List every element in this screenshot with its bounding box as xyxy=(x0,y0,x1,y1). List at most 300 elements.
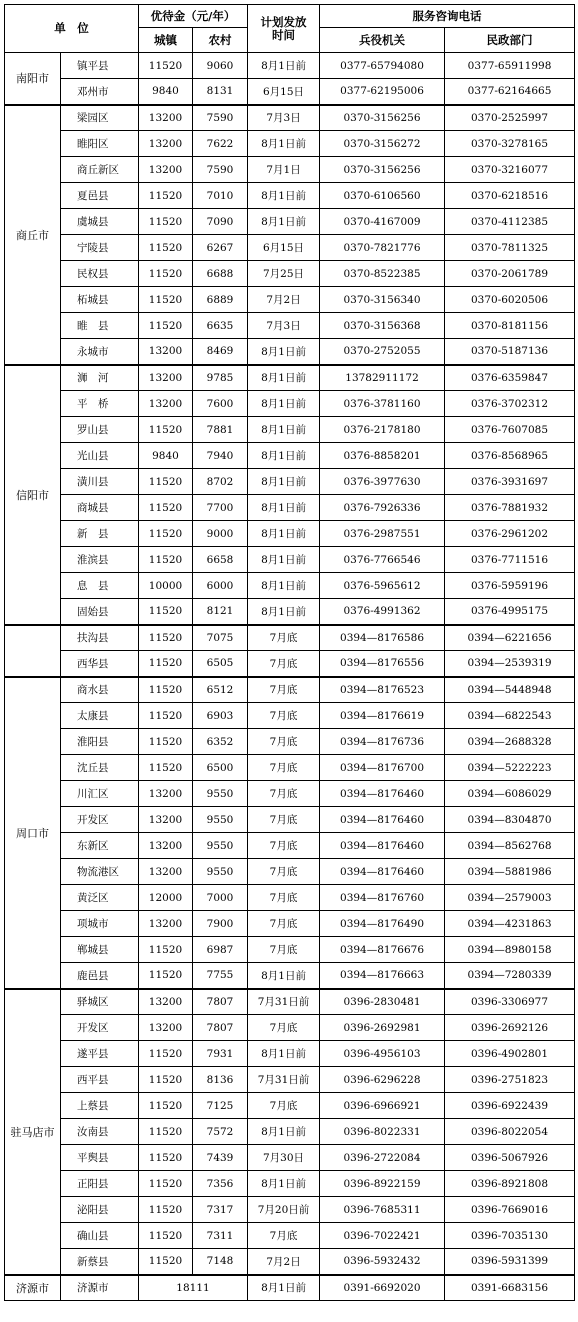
town-cell: 13200 xyxy=(139,989,193,1015)
district-cell: 虞城县 xyxy=(61,209,139,235)
district-cell: 上蔡县 xyxy=(61,1093,139,1119)
district-cell: 宁陵县 xyxy=(61,235,139,261)
military-phone-cell: 0394—8176460 xyxy=(320,833,445,859)
district-cell: 泌阳县 xyxy=(61,1197,139,1223)
table-row xyxy=(5,209,575,235)
date-cell: 8月1日前 xyxy=(248,365,320,391)
civil-phone-cell: 0394—5222223 xyxy=(445,755,575,781)
table-row xyxy=(5,1275,575,1301)
city-cell: 驻马店市 xyxy=(5,989,61,1275)
date-cell: 8月1日前 xyxy=(248,573,320,599)
district-cell: 梁园区 xyxy=(61,105,139,131)
district-cell: 固始县 xyxy=(61,599,139,625)
district-cell: 睢阳区 xyxy=(61,131,139,157)
date-cell: 8月1日前 xyxy=(248,391,320,417)
civil-phone-cell: 0396-8921808 xyxy=(445,1171,575,1197)
date-cell: 8月1日前 xyxy=(248,209,320,235)
rural-cell: 7940 xyxy=(193,443,248,469)
city-cell xyxy=(5,625,61,677)
date-cell: 7月25日 xyxy=(248,261,320,287)
rural-cell: 6512 xyxy=(193,677,248,703)
date-cell: 6月15日 xyxy=(248,235,320,261)
date-cell: 8月1日前 xyxy=(248,443,320,469)
military-phone-cell: 0376-4991362 xyxy=(320,599,445,625)
town-cell: 11520 xyxy=(139,495,193,521)
civil-phone-cell: 0396-4902801 xyxy=(445,1041,575,1067)
allowance-header: 优待金（元/年） xyxy=(139,5,248,28)
table-row xyxy=(5,235,575,261)
civil-phone-cell: 0376-3702312 xyxy=(445,391,575,417)
town-cell: 11520 xyxy=(139,417,193,443)
table-row xyxy=(5,677,575,703)
table-row xyxy=(5,1145,575,1171)
town-cell: 13200 xyxy=(139,391,193,417)
city-cell: 周口市 xyxy=(5,677,61,989)
district-cell: 鹿邑县 xyxy=(61,963,139,989)
date-cell: 7月底 xyxy=(248,1015,320,1041)
table-row xyxy=(5,547,575,573)
date-cell: 8月1日前 xyxy=(248,521,320,547)
town-cell: 13200 xyxy=(139,1015,193,1041)
military-phone-cell: 0394—8176663 xyxy=(320,963,445,989)
rural-cell: 6903 xyxy=(193,703,248,729)
civil-phone-cell: 0370-2525997 xyxy=(445,105,575,131)
town-cell: 11520 xyxy=(139,651,193,677)
date-cell: 7月20日前 xyxy=(248,1197,320,1223)
military-phone-cell: 0396-5932432 xyxy=(320,1249,445,1275)
table-row xyxy=(5,1249,575,1275)
civil-phone-cell: 0394—6822543 xyxy=(445,703,575,729)
civil-phone-cell: 0394—8980158 xyxy=(445,937,575,963)
district-cell: 川汇区 xyxy=(61,781,139,807)
date-cell: 7月底 xyxy=(248,937,320,963)
rural-cell: 7590 xyxy=(193,105,248,131)
date-cell: 7月底 xyxy=(248,651,320,677)
rural-cell: 7090 xyxy=(193,209,248,235)
civil-phone-cell: 0376-3931697 xyxy=(445,469,575,495)
date-cell: 7月底 xyxy=(248,625,320,651)
district-cell: 开发区 xyxy=(61,1015,139,1041)
date-cell: 7月底 xyxy=(248,833,320,859)
rural-cell: 7010 xyxy=(193,183,248,209)
table-row xyxy=(5,1171,575,1197)
table-row xyxy=(5,1223,575,1249)
date-cell: 7月底 xyxy=(248,755,320,781)
rural-cell: 9550 xyxy=(193,859,248,885)
district-cell: 扶沟县 xyxy=(61,625,139,651)
town-cell: 11520 xyxy=(139,183,193,209)
town-cell: 13200 xyxy=(139,807,193,833)
rural-cell: 7900 xyxy=(193,911,248,937)
rural-cell: 8121 xyxy=(193,599,248,625)
rural-cell: 6987 xyxy=(193,937,248,963)
military-phone-cell: 0376-3977630 xyxy=(320,469,445,495)
district-cell: 平舆县 xyxy=(61,1145,139,1171)
rural-cell: 9550 xyxy=(193,807,248,833)
military-phone-cell: 0370-4167009 xyxy=(320,209,445,235)
district-cell: 镇平县 xyxy=(61,53,139,79)
date-cell: 7月2日 xyxy=(248,1249,320,1275)
civil-phone-cell: 0370-5187136 xyxy=(445,339,575,365)
military-phone-cell: 0370-7821776 xyxy=(320,235,445,261)
table-row xyxy=(5,911,575,937)
town-cell: 11520 xyxy=(139,755,193,781)
table-row xyxy=(5,1067,575,1093)
date-cell: 8月1日前 xyxy=(248,183,320,209)
rural-cell: 6500 xyxy=(193,755,248,781)
district-cell: 民权县 xyxy=(61,261,139,287)
phone-header: 服务咨询电话 xyxy=(320,5,575,28)
rural-cell: 7807 xyxy=(193,989,248,1015)
civil-phone-cell: 0396-7669016 xyxy=(445,1197,575,1223)
district-cell: 驿城区 xyxy=(61,989,139,1015)
district-cell: 遂平县 xyxy=(61,1041,139,1067)
table-row xyxy=(5,625,575,651)
date-cell: 7月底 xyxy=(248,1223,320,1249)
rural-header: 农村 xyxy=(193,28,248,53)
district-cell: 济源市 xyxy=(61,1275,139,1301)
civil-phone-cell: 0370-6020506 xyxy=(445,287,575,313)
date-cell: 8月1日前 xyxy=(248,1041,320,1067)
rural-cell: 9060 xyxy=(193,53,248,79)
table-row xyxy=(5,261,575,287)
date-cell: 8月1日前 xyxy=(248,1275,320,1301)
town-cell: 11520 xyxy=(139,1041,193,1067)
date-cell: 8月1日前 xyxy=(248,131,320,157)
allowance-cell: 18111 xyxy=(139,1275,248,1301)
town-cell: 11520 xyxy=(139,963,193,989)
civil-phone-cell: 0394—5881986 xyxy=(445,859,575,885)
date-cell: 8月1日前 xyxy=(248,53,320,79)
military-phone-cell: 0394—8176736 xyxy=(320,729,445,755)
date-cell: 7月底 xyxy=(248,729,320,755)
date-cell: 7月31日前 xyxy=(248,989,320,1015)
city-cell: 济源市 xyxy=(5,1275,61,1301)
town-cell: 13200 xyxy=(139,781,193,807)
military-phone-cell: 0376-2178180 xyxy=(320,417,445,443)
town-cell: 10000 xyxy=(139,573,193,599)
civil-phone-cell: 0376-7881932 xyxy=(445,495,575,521)
military-phone-cell: 0377-62195006 xyxy=(320,79,445,105)
town-cell: 11520 xyxy=(139,235,193,261)
table-row xyxy=(5,859,575,885)
table-row xyxy=(5,365,575,391)
date-cell: 7月底 xyxy=(248,677,320,703)
district-cell: 西华县 xyxy=(61,651,139,677)
rural-cell: 6635 xyxy=(193,313,248,339)
table-row xyxy=(5,391,575,417)
table-row xyxy=(5,339,575,365)
table-row xyxy=(5,53,575,79)
table-row xyxy=(5,469,575,495)
district-cell: 正阳县 xyxy=(61,1171,139,1197)
table-row xyxy=(5,1041,575,1067)
military-phone-cell: 0370-3156256 xyxy=(320,157,445,183)
district-cell: 浉 河 xyxy=(61,365,139,391)
district-cell: 项城市 xyxy=(61,911,139,937)
civil-phone-cell: 0394—8562768 xyxy=(445,833,575,859)
table-row xyxy=(5,885,575,911)
military-phone-cell: 0376-5965612 xyxy=(320,573,445,599)
date-cell: 7月底 xyxy=(248,807,320,833)
military-phone-cell: 0370-6106560 xyxy=(320,183,445,209)
city-cell: 商丘市 xyxy=(5,105,61,365)
civil-phone-cell: 0376-5959196 xyxy=(445,573,575,599)
rural-cell: 6505 xyxy=(193,651,248,677)
date-cell: 7月1日 xyxy=(248,157,320,183)
rural-cell: 8469 xyxy=(193,339,248,365)
table-row xyxy=(5,833,575,859)
rural-cell: 7700 xyxy=(193,495,248,521)
rural-cell: 6688 xyxy=(193,261,248,287)
military-phone-cell: 0376-3781160 xyxy=(320,391,445,417)
date-cell: 8月1日前 xyxy=(248,469,320,495)
table-row xyxy=(5,599,575,625)
town-cell: 11520 xyxy=(139,703,193,729)
district-cell: 物流港区 xyxy=(61,859,139,885)
date-cell: 8月1日前 xyxy=(248,963,320,989)
civil-phone-cell: 0370-3216077 xyxy=(445,157,575,183)
military-phone-cell: 0396-6966921 xyxy=(320,1093,445,1119)
table-row xyxy=(5,79,575,105)
plan-time-header: 计划发放时间 xyxy=(248,5,320,53)
district-cell: 西平县 xyxy=(61,1067,139,1093)
town-cell: 13200 xyxy=(139,833,193,859)
district-cell: 开发区 xyxy=(61,807,139,833)
town-cell: 11520 xyxy=(139,729,193,755)
town-cell: 13200 xyxy=(139,911,193,937)
table-row xyxy=(5,495,575,521)
civil-phone-cell: 0394—6221656 xyxy=(445,625,575,651)
rural-cell: 6658 xyxy=(193,547,248,573)
civil-phone-cell: 0394—5448948 xyxy=(445,677,575,703)
civil-phone-cell: 0396-5931399 xyxy=(445,1249,575,1275)
civil-phone-cell: 0377-62164665 xyxy=(445,79,575,105)
date-cell: 7月底 xyxy=(248,859,320,885)
district-cell: 东新区 xyxy=(61,833,139,859)
date-cell: 8月1日前 xyxy=(248,1119,320,1145)
town-cell: 11520 xyxy=(139,1119,193,1145)
table-row xyxy=(5,1197,575,1223)
rural-cell: 9550 xyxy=(193,781,248,807)
town-cell: 11520 xyxy=(139,937,193,963)
town-cell: 11520 xyxy=(139,287,193,313)
district-cell: 新蔡县 xyxy=(61,1249,139,1275)
civil-phone-cell: 0376-7711516 xyxy=(445,547,575,573)
rural-cell: 9000 xyxy=(193,521,248,547)
table-row xyxy=(5,287,575,313)
date-cell: 7月底 xyxy=(248,703,320,729)
district-cell: 罗山县 xyxy=(61,417,139,443)
district-cell: 太康县 xyxy=(61,703,139,729)
town-cell: 11520 xyxy=(139,521,193,547)
rural-cell: 7622 xyxy=(193,131,248,157)
table-row xyxy=(5,807,575,833)
military-phone-cell: 0394—8176700 xyxy=(320,755,445,781)
allowance-table xyxy=(4,4,575,1301)
civil-phone-cell: 0394—4231863 xyxy=(445,911,575,937)
rural-cell: 8702 xyxy=(193,469,248,495)
civil-phone-cell: 0396-5067926 xyxy=(445,1145,575,1171)
military-phone-cell: 0396-4956103 xyxy=(320,1041,445,1067)
district-cell: 淮滨县 xyxy=(61,547,139,573)
district-cell: 确山县 xyxy=(61,1223,139,1249)
town-cell: 11520 xyxy=(139,261,193,287)
military-phone-cell: 0370-8522385 xyxy=(320,261,445,287)
civil-phone-cell: 0396-2751823 xyxy=(445,1067,575,1093)
military-phone-cell: 0396-8022331 xyxy=(320,1119,445,1145)
district-cell: 商城县 xyxy=(61,495,139,521)
rural-cell: 8131 xyxy=(193,79,248,105)
date-cell: 7月30日 xyxy=(248,1145,320,1171)
town-cell: 9840 xyxy=(139,79,193,105)
military-phone-cell: 0376-7766546 xyxy=(320,547,445,573)
civil-phone-cell: 0396-3306977 xyxy=(445,989,575,1015)
district-cell: 淮阳县 xyxy=(61,729,139,755)
rural-cell: 7881 xyxy=(193,417,248,443)
military-phone-cell: 0370-3156340 xyxy=(320,287,445,313)
town-cell: 11520 xyxy=(139,209,193,235)
district-cell: 光山县 xyxy=(61,443,139,469)
date-cell: 7月底 xyxy=(248,1093,320,1119)
rural-cell: 9785 xyxy=(193,365,248,391)
table-row xyxy=(5,781,575,807)
date-cell: 7月底 xyxy=(248,781,320,807)
district-cell: 沈丘县 xyxy=(61,755,139,781)
rural-cell: 7755 xyxy=(193,963,248,989)
district-cell: 新 县 xyxy=(61,521,139,547)
town-cell: 13200 xyxy=(139,339,193,365)
table-row xyxy=(5,963,575,989)
date-cell: 7月3日 xyxy=(248,105,320,131)
military-phone-cell: 0370-3156256 xyxy=(320,105,445,131)
military-phone-cell: 0394—8176490 xyxy=(320,911,445,937)
rural-cell: 7590 xyxy=(193,157,248,183)
military-header: 兵役机关 xyxy=(320,28,445,53)
military-phone-cell: 0394—8176586 xyxy=(320,625,445,651)
civil-phone-cell: 0396-2692126 xyxy=(445,1015,575,1041)
rural-cell: 9550 xyxy=(193,833,248,859)
military-phone-cell: 0396-2722084 xyxy=(320,1145,445,1171)
district-cell: 平 桥 xyxy=(61,391,139,417)
civil-phone-cell: 0394—6086029 xyxy=(445,781,575,807)
rural-cell: 7439 xyxy=(193,1145,248,1171)
military-phone-cell: 0376-2987551 xyxy=(320,521,445,547)
table-row xyxy=(5,755,575,781)
town-cell: 9840 xyxy=(139,443,193,469)
town-cell: 11520 xyxy=(139,469,193,495)
civil-phone-cell: 0370-7811325 xyxy=(445,235,575,261)
date-cell: 8月1日前 xyxy=(248,339,320,365)
date-cell: 8月1日前 xyxy=(248,417,320,443)
district-cell: 邓州市 xyxy=(61,79,139,105)
date-cell: 7月3日 xyxy=(248,313,320,339)
civil-phone-cell: 0376-7607085 xyxy=(445,417,575,443)
military-phone-cell: 0377-65794080 xyxy=(320,53,445,79)
town-cell: 11520 xyxy=(139,677,193,703)
rural-cell: 7075 xyxy=(193,625,248,651)
rural-cell: 7600 xyxy=(193,391,248,417)
rural-cell: 7125 xyxy=(193,1093,248,1119)
military-phone-cell: 0394—8176619 xyxy=(320,703,445,729)
table-row xyxy=(5,313,575,339)
civil-phone-cell: 0370-4112385 xyxy=(445,209,575,235)
rural-cell: 6352 xyxy=(193,729,248,755)
military-phone-cell: 0396-8922159 xyxy=(320,1171,445,1197)
town-cell: 13200 xyxy=(139,859,193,885)
civil-phone-cell: 0396-7035130 xyxy=(445,1223,575,1249)
city-cell: 信阳市 xyxy=(5,365,61,625)
table-row xyxy=(5,729,575,755)
table-row xyxy=(5,1015,575,1041)
table-row xyxy=(5,1093,575,1119)
unit-header: 单 位 xyxy=(5,5,139,53)
town-cell: 11520 xyxy=(139,1067,193,1093)
military-phone-cell: 0391-6692020 xyxy=(320,1275,445,1301)
district-cell: 夏邑县 xyxy=(61,183,139,209)
rural-cell: 6267 xyxy=(193,235,248,261)
town-cell: 11520 xyxy=(139,547,193,573)
town-cell: 11520 xyxy=(139,1093,193,1119)
rural-cell: 7807 xyxy=(193,1015,248,1041)
district-cell: 汝南县 xyxy=(61,1119,139,1145)
military-phone-cell: 0396-7685311 xyxy=(320,1197,445,1223)
town-cell: 11520 xyxy=(139,53,193,79)
military-phone-cell: 0370-2752055 xyxy=(320,339,445,365)
district-cell: 商丘新区 xyxy=(61,157,139,183)
military-phone-cell: 13782911172 xyxy=(320,365,445,391)
date-cell: 8月1日前 xyxy=(248,599,320,625)
military-phone-cell: 0394—8176676 xyxy=(320,937,445,963)
civil-phone-cell: 0370-3278165 xyxy=(445,131,575,157)
civil-phone-cell: 0376-6359847 xyxy=(445,365,575,391)
military-phone-cell: 0370-3156368 xyxy=(320,313,445,339)
district-cell: 商水县 xyxy=(61,677,139,703)
town-cell: 13200 xyxy=(139,157,193,183)
table-row xyxy=(5,1119,575,1145)
rural-cell: 7356 xyxy=(193,1171,248,1197)
military-phone-cell: 0376-8858201 xyxy=(320,443,445,469)
town-cell: 11520 xyxy=(139,1197,193,1223)
military-phone-cell: 0394—8176460 xyxy=(320,859,445,885)
town-cell: 11520 xyxy=(139,313,193,339)
date-cell: 7月31日前 xyxy=(248,1067,320,1093)
town-cell: 11520 xyxy=(139,1249,193,1275)
town-header: 城镇 xyxy=(139,28,193,53)
military-phone-cell: 0396-6296228 xyxy=(320,1067,445,1093)
civil-phone-cell: 0394—2579003 xyxy=(445,885,575,911)
town-cell: 13200 xyxy=(139,365,193,391)
rural-cell: 7148 xyxy=(193,1249,248,1275)
military-phone-cell: 0394—8176460 xyxy=(320,807,445,833)
table-row xyxy=(5,521,575,547)
district-cell: 睢 县 xyxy=(61,313,139,339)
city-cell: 南阳市 xyxy=(5,53,61,105)
date-cell: 7月底 xyxy=(248,911,320,937)
civil-phone-cell: 0377-65911998 xyxy=(445,53,575,79)
table-row xyxy=(5,937,575,963)
civil-phone-cell: 0376-8568965 xyxy=(445,443,575,469)
civil-phone-cell: 0391-6683156 xyxy=(445,1275,575,1301)
civil-phone-cell: 0394—8304870 xyxy=(445,807,575,833)
civil-header: 民政部门 xyxy=(445,28,575,53)
military-phone-cell: 0396-2830481 xyxy=(320,989,445,1015)
town-cell: 12000 xyxy=(139,885,193,911)
town-cell: 13200 xyxy=(139,131,193,157)
district-cell: 潢川县 xyxy=(61,469,139,495)
military-phone-cell: 0396-7022421 xyxy=(320,1223,445,1249)
table-row xyxy=(5,573,575,599)
